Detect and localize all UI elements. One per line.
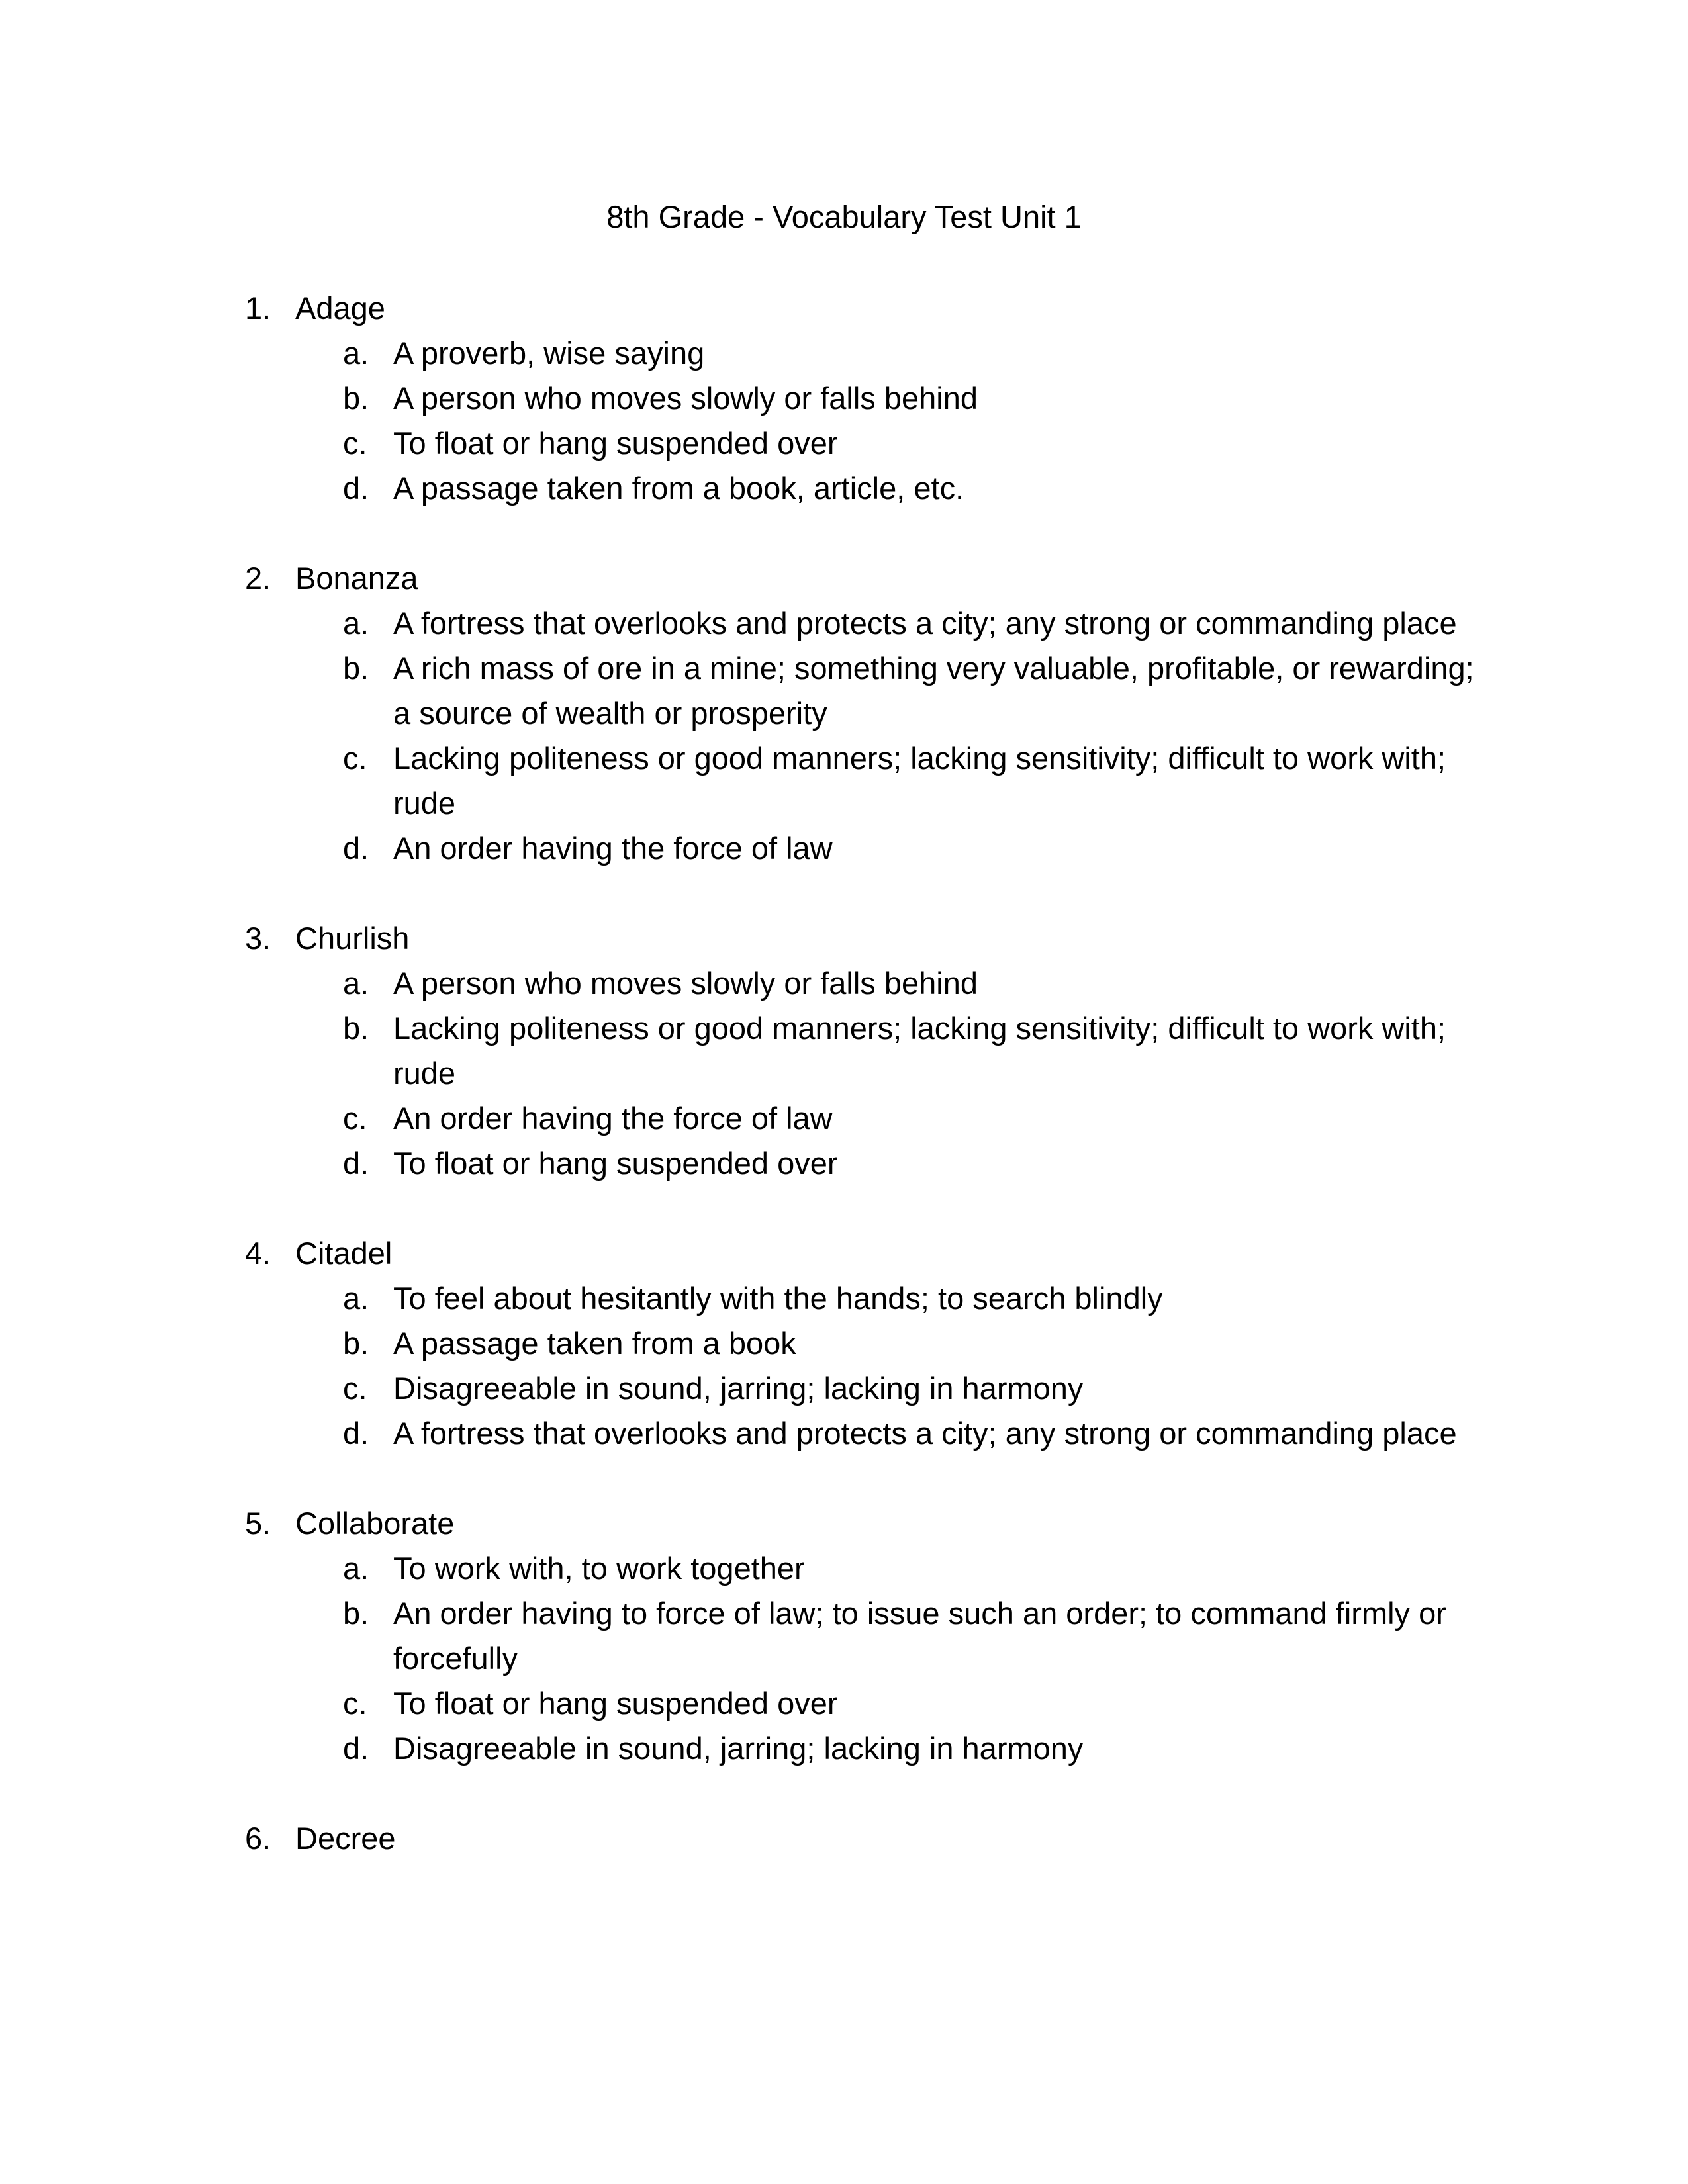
option-text: A fortress that overlooks and protects a city; any strong or commanding place: [393, 1416, 1457, 1451]
option-letter: b.: [343, 381, 369, 416]
option-letter: a.: [343, 1551, 369, 1586]
answer-options: [0, 1546, 1688, 1771]
option-letter: c.: [343, 1371, 367, 1406]
option-text: A person who moves slowly or falls behind: [393, 966, 978, 1001]
answer-option: [0, 736, 1688, 826]
answer-option: [0, 1591, 1688, 1681]
option-text: A rich mass of ore in a mine; something very valuable, profitable, or rewarding; a source of wealth or prosperity: [393, 651, 1474, 731]
answer-option: [0, 1681, 1688, 1726]
answer-option: [0, 601, 1688, 646]
option-letter: d.: [343, 1416, 369, 1451]
option-text: A fortress that overlooks and protects a city; any strong or commanding place: [393, 606, 1457, 641]
answer-option: [0, 1411, 1688, 1456]
option-text: Disagreeable in sound, jarring; lacking in harmony: [393, 1371, 1084, 1406]
question-word: Citadel: [295, 1236, 393, 1271]
option-text: An order having the force of law: [393, 831, 833, 866]
question-item: [0, 1816, 1688, 1861]
question-item: [0, 1501, 1688, 1771]
question-word: Collaborate: [295, 1506, 455, 1541]
option-letter: b.: [343, 651, 369, 686]
answer-option: [0, 376, 1688, 421]
option-text: To float or hang suspended over: [393, 1686, 838, 1721]
option-text: A proverb, wise saying: [393, 336, 705, 371]
answer-option: [0, 1006, 1688, 1096]
option-text: An order having the force of law: [393, 1101, 833, 1136]
option-text: Lacking politeness or good manners; lacking sensitivity; difficult to work with; rude: [393, 741, 1446, 821]
answer-option: [0, 1321, 1688, 1366]
answer-options: [0, 601, 1688, 871]
question-number: 4.: [245, 1236, 271, 1271]
question-word: Churlish: [295, 921, 410, 956]
option-letter: c.: [343, 741, 367, 776]
option-text: An order having to force of law; to issue such an order; to command firmly or forcefully: [393, 1596, 1446, 1676]
option-text: Disagreeable in sound, jarring; lacking in harmony: [393, 1731, 1084, 1766]
question-item: [0, 556, 1688, 871]
answer-option: [0, 826, 1688, 871]
option-letter: d.: [343, 831, 369, 866]
option-letter: d.: [343, 1731, 369, 1766]
answer-option: [0, 466, 1688, 511]
question-number: 2.: [245, 561, 271, 596]
option-text: To feel about hesitantly with the hands; to search blindly: [393, 1281, 1163, 1316]
option-text: To float or hang suspended over: [393, 1146, 838, 1181]
answer-option: [0, 646, 1688, 736]
question-word: Bonanza: [295, 561, 418, 596]
page-title: 8th Grade - Vocabulary Test Unit 1: [606, 199, 1082, 234]
question-number: 6.: [245, 1821, 271, 1856]
option-text: A passage taken from a book, article, etc.: [393, 471, 964, 506]
option-letter: a.: [343, 606, 369, 641]
answer-option: [0, 1546, 1688, 1591]
option-letter: c.: [343, 1101, 367, 1136]
option-letter: d.: [343, 1146, 369, 1181]
option-text: To float or hang suspended over: [393, 426, 838, 461]
question-number: 5.: [245, 1506, 271, 1541]
option-letter: d.: [343, 471, 369, 506]
option-letter: a.: [343, 336, 369, 371]
option-text: A person who moves slowly or falls behind: [393, 381, 978, 416]
answer-option: [0, 421, 1688, 466]
answer-options: [0, 961, 1688, 1186]
question-item: [0, 916, 1688, 1186]
question-word: Decree: [295, 1821, 396, 1856]
option-letter: b.: [343, 1011, 369, 1046]
answer-options: [0, 331, 1688, 511]
option-text: A passage taken from a book: [393, 1326, 796, 1361]
answer-option: [0, 1096, 1688, 1141]
answer-option: [0, 961, 1688, 1006]
option-letter: b.: [343, 1326, 369, 1361]
option-text: Lacking politeness or good manners; lacking sensitivity; difficult to work with; rude: [393, 1011, 1446, 1091]
question-item: [0, 286, 1688, 511]
option-letter: c.: [343, 426, 367, 461]
answer-option: [0, 1276, 1688, 1321]
option-letter: a.: [343, 966, 369, 1001]
answer-option: [0, 1366, 1688, 1411]
answer-option: [0, 1141, 1688, 1186]
answer-option: [0, 1726, 1688, 1771]
option-letter: b.: [343, 1596, 369, 1631]
option-text: To work with, to work together: [393, 1551, 805, 1586]
question-number: 1.: [245, 291, 271, 326]
question-number: 3.: [245, 921, 271, 956]
question-item: [0, 1231, 1688, 1456]
question-word: Adage: [295, 291, 385, 326]
option-letter: a.: [343, 1281, 369, 1316]
answer-option: [0, 331, 1688, 376]
question-list: [0, 286, 1688, 1906]
answer-options: [0, 1276, 1688, 1456]
option-letter: c.: [343, 1686, 367, 1721]
